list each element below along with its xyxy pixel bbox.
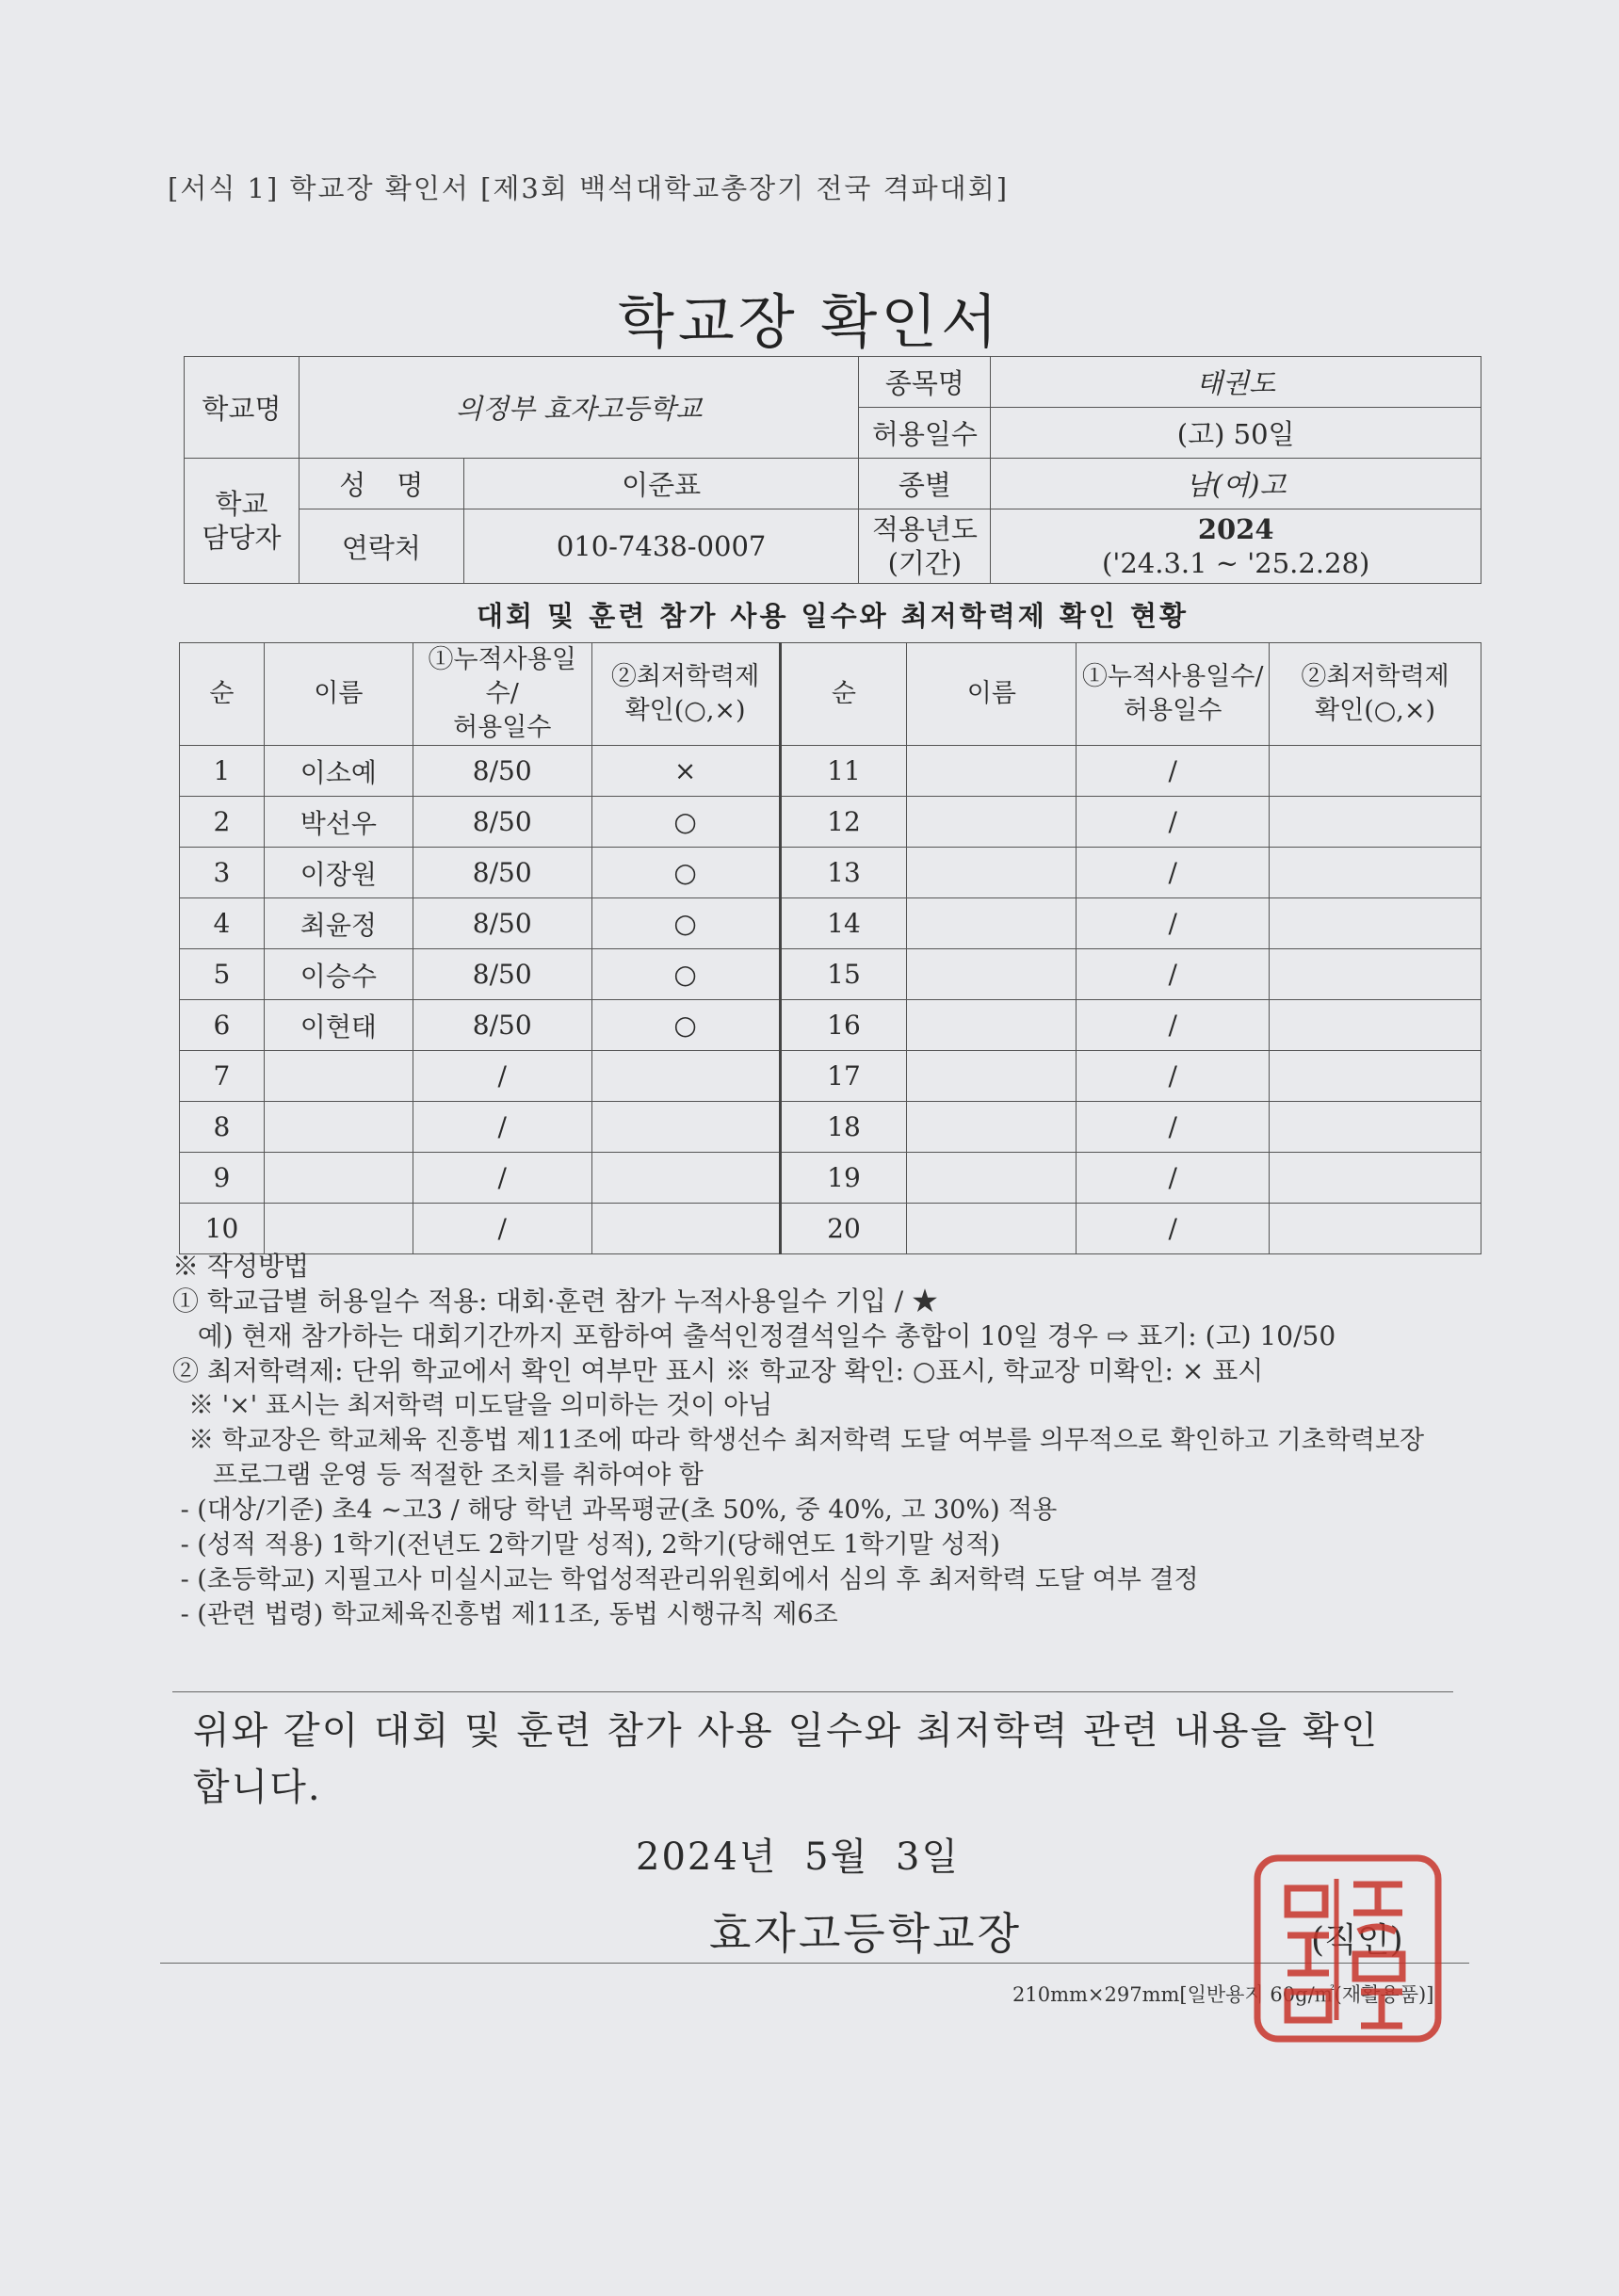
col-check-header-right: ②최저학력제 확인(○,×) bbox=[1270, 643, 1481, 746]
row-name: 이승수 bbox=[264, 949, 413, 1000]
seal-label: (직인) bbox=[1311, 1921, 1403, 1960]
table-row bbox=[180, 1153, 1481, 1204]
row-no-right: 12 bbox=[780, 797, 907, 848]
row-name: 박선우 bbox=[264, 797, 413, 848]
note-line: - (초등학교) 지필고사 미실시교는 학업성적관리위원회에서 심의 후 최저학력 도달 여부 결정 bbox=[172, 1565, 1199, 1594]
row-no: 7 bbox=[180, 1051, 265, 1102]
row-days-right: / bbox=[1077, 848, 1270, 898]
col-check-header: ②최저학력제 확인(○,×) bbox=[591, 643, 780, 746]
row-days: / bbox=[413, 1102, 591, 1153]
row-no-right: 19 bbox=[780, 1153, 907, 1204]
col-name-header: 이름 bbox=[264, 643, 413, 746]
row-check bbox=[591, 1153, 780, 1204]
divider bbox=[172, 1691, 1453, 1692]
row-days: 8/50 bbox=[413, 848, 591, 898]
row-no: 9 bbox=[180, 1153, 265, 1204]
table-row bbox=[180, 1102, 1481, 1153]
principal-title: 효자고등학교장 bbox=[709, 1908, 1023, 1959]
row-name-right bbox=[907, 746, 1077, 797]
row-name-right bbox=[907, 1102, 1077, 1153]
row-check: ○ bbox=[591, 797, 780, 848]
allowed-days-value: (고) 50일 bbox=[991, 408, 1481, 459]
row-name bbox=[264, 1153, 413, 1204]
row-days-right: / bbox=[1077, 898, 1270, 949]
row-name-right bbox=[907, 1051, 1077, 1102]
row-check: ○ bbox=[591, 1000, 780, 1051]
row-no: 2 bbox=[180, 797, 265, 848]
gender-label: 종별 bbox=[859, 459, 991, 509]
row-name: 이소예 bbox=[264, 746, 413, 797]
row-days-right: / bbox=[1077, 797, 1270, 848]
row-no-right: 16 bbox=[780, 1000, 907, 1051]
table-row bbox=[180, 898, 1481, 949]
row-name: 이장원 bbox=[264, 848, 413, 898]
note-line: ※ '×' 표시는 최저학력 미도달을 의미하는 것이 아님 bbox=[172, 1391, 773, 1420]
row-days: / bbox=[413, 1153, 591, 1204]
year-value: 2024 bbox=[1197, 513, 1274, 545]
issue-date: 2024년 5월 3일 bbox=[636, 1835, 961, 1879]
row-days-right: / bbox=[1077, 1000, 1270, 1051]
row-check: ○ bbox=[591, 898, 780, 949]
year-label: 적용년도 (기간) bbox=[859, 509, 991, 584]
row-no-right: 17 bbox=[780, 1051, 907, 1102]
row-no: 6 bbox=[180, 1000, 265, 1051]
period-value: ('24.3.1 ~ '25.2.28) bbox=[1102, 547, 1370, 579]
row-days-right: / bbox=[1077, 1153, 1270, 1204]
row-no-right: 13 bbox=[780, 848, 907, 898]
row-days-right: / bbox=[1077, 1051, 1270, 1102]
row-name-right bbox=[907, 848, 1077, 898]
row-days-right: / bbox=[1077, 746, 1270, 797]
row-name-right bbox=[907, 898, 1077, 949]
row-no-right: 15 bbox=[780, 949, 907, 1000]
contact-label: 연락처 bbox=[299, 509, 463, 584]
row-name-right bbox=[907, 1204, 1077, 1254]
row-check-right bbox=[1270, 1204, 1481, 1254]
confirmation-text: 위와 같이 대회 및 훈련 참가 사용 일수와 최저학력 관련 내용을 확인 합니다. bbox=[193, 1709, 1380, 1809]
row-days: / bbox=[413, 1204, 591, 1254]
row-name bbox=[264, 1051, 413, 1102]
row-no: 10 bbox=[180, 1204, 265, 1254]
table-row bbox=[180, 949, 1481, 1000]
row-name-right bbox=[907, 797, 1077, 848]
row-name bbox=[264, 1204, 413, 1254]
row-no: 8 bbox=[180, 1102, 265, 1153]
note-line: - (관련 법령) 학교체육진흥법 제11조, 동법 시행규칙 제6조 bbox=[172, 1600, 838, 1629]
table-row bbox=[180, 1051, 1481, 1102]
row-no: 5 bbox=[180, 949, 265, 1000]
row-days: / bbox=[413, 1051, 591, 1102]
note-line: - (성적 적용) 1학기(전년도 2학기말 성적), 2학기(당해연도 1학기말 성적) bbox=[172, 1530, 1000, 1560]
row-days: 8/50 bbox=[413, 898, 591, 949]
manager-name-value: 이준표 bbox=[463, 459, 859, 509]
row-check-right bbox=[1270, 1153, 1481, 1204]
paper-size-note: 210mm×297mm[일반용지 60g/㎡(재활용품)] bbox=[1012, 1983, 1434, 2006]
official-seal-icon bbox=[1250, 1851, 1446, 2046]
row-no-right: 11 bbox=[780, 746, 907, 797]
event-value: 태권도 bbox=[991, 357, 1481, 408]
row-name-right bbox=[907, 1000, 1077, 1051]
contact-value: 010-7438-0007 bbox=[463, 509, 859, 584]
form-header: [서식 1] 학교장 확인서 [제3회 백석대학교총장기 전국 격파대회] bbox=[168, 172, 1010, 204]
instructions bbox=[172, 1249, 1491, 1632]
note-line: 프로그램 운영 등 적절한 조치를 취하여야 함 bbox=[172, 1461, 704, 1490]
row-name-right bbox=[907, 949, 1077, 1000]
row-days: 8/50 bbox=[413, 746, 591, 797]
table-row bbox=[180, 797, 1481, 848]
note-line: ① 학교급별 허용일수 적용: 대회·훈련 참가 누적사용일수 기입 / ★ bbox=[172, 1285, 939, 1317]
table-row bbox=[180, 1000, 1481, 1051]
document-title: 학교장 확인서 bbox=[617, 287, 1002, 356]
col-days-header-right: ①누적사용일수/ 허용일수 bbox=[1077, 643, 1270, 746]
row-no-right: 14 bbox=[780, 898, 907, 949]
table-row bbox=[180, 1204, 1481, 1254]
manager-label: 학교 담당자 bbox=[185, 459, 300, 584]
row-check: × bbox=[591, 746, 780, 797]
col-no-header-right: 순 bbox=[780, 643, 907, 746]
row-name-right bbox=[907, 1153, 1077, 1204]
note-line: 예) 현재 참가하는 대회기간까지 포함하여 출석인정결석일수 총합이 10일 경우 ⇨ 표기: (고) 10/50 bbox=[172, 1320, 1336, 1351]
row-check-right bbox=[1270, 949, 1481, 1000]
note-line: ② 최저학력제: 단위 학교에서 확인 여부만 표시 ※ 학교장 확인: ○표시, 학교장 미확인: × 표시 bbox=[172, 1355, 1264, 1386]
manager-name-label: 성 명 bbox=[299, 459, 463, 509]
col-name-header-right: 이름 bbox=[907, 643, 1077, 746]
gender-value: 남(여)고 bbox=[991, 459, 1481, 509]
table-row bbox=[180, 848, 1481, 898]
row-name: 최윤정 bbox=[264, 898, 413, 949]
row-no-right: 20 bbox=[780, 1204, 907, 1254]
school-name-value: 의정부 효자고등학교 bbox=[299, 357, 859, 459]
row-no: 4 bbox=[180, 898, 265, 949]
year-cell bbox=[991, 509, 1481, 584]
school-info-table bbox=[184, 356, 1481, 584]
row-check-right bbox=[1270, 746, 1481, 797]
row-name: 이현태 bbox=[264, 1000, 413, 1051]
col-no-header: 순 bbox=[180, 643, 265, 746]
row-no: 3 bbox=[180, 848, 265, 898]
col-days-header: ①누적사용일수/ 허용일수 bbox=[413, 643, 591, 746]
row-check-right bbox=[1270, 1102, 1481, 1153]
row-no-right: 18 bbox=[780, 1102, 907, 1153]
row-days-right: / bbox=[1077, 949, 1270, 1000]
section-title: 대회 및 훈련 참가 사용 일수와 최저학력제 확인 현황 bbox=[476, 600, 1190, 632]
row-days: 8/50 bbox=[413, 1000, 591, 1051]
allowed-days-label: 허용일수 bbox=[859, 408, 991, 459]
school-name-label: 학교명 bbox=[185, 357, 300, 459]
row-check-right bbox=[1270, 898, 1481, 949]
row-days: 8/50 bbox=[413, 797, 591, 848]
row-check-right bbox=[1270, 1000, 1481, 1051]
row-name bbox=[264, 1102, 413, 1153]
row-check-right bbox=[1270, 848, 1481, 898]
note-line: - (대상/기준) 초4 ~고3 / 해당 학년 과목평균(초 50%, 중 40%, 고 30%) 적용 bbox=[172, 1496, 1058, 1525]
note-line: ※ 학교장은 학교체육 진흥법 제11조에 따라 학생선수 최저학력 도달 여부를 의무적으로 확인하고 기초학력보장 bbox=[172, 1426, 1425, 1455]
row-check bbox=[591, 1204, 780, 1254]
row-check bbox=[591, 1102, 780, 1153]
event-label: 종목명 bbox=[859, 357, 991, 408]
row-days-right: / bbox=[1077, 1204, 1270, 1254]
table-row bbox=[180, 746, 1481, 797]
row-check-right bbox=[1270, 1051, 1481, 1102]
row-days-right: / bbox=[1077, 1102, 1270, 1153]
row-check-right bbox=[1270, 797, 1481, 848]
row-check: ○ bbox=[591, 949, 780, 1000]
row-days: 8/50 bbox=[413, 949, 591, 1000]
note-line: ※ 작성방법 bbox=[172, 1251, 310, 1282]
row-check: ○ bbox=[591, 848, 780, 898]
row-no: 1 bbox=[180, 746, 265, 797]
participants-table bbox=[179, 642, 1481, 1254]
row-check bbox=[591, 1051, 780, 1102]
